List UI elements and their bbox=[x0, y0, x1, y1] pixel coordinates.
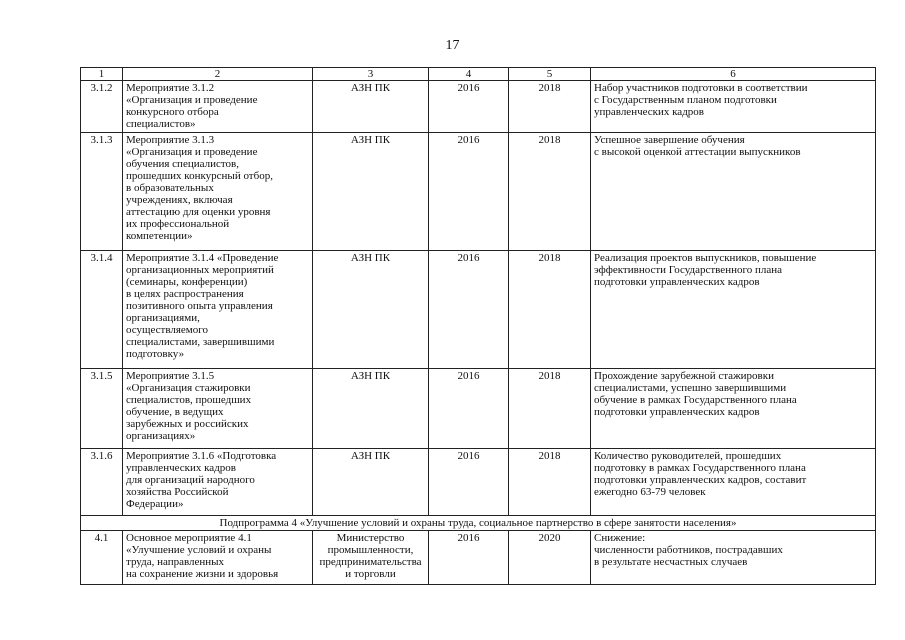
event-name: Мероприятие 3.1.3 «Организация и проведение обучения специалистов, прошедших конкурсный отбор, в образовательных учреждениях, включая аттестацию для оценки уровня их профессиональной компетенции» bbox=[123, 133, 313, 251]
row-number: 3.1.3 bbox=[81, 133, 123, 251]
start-year: 2016 bbox=[429, 531, 509, 585]
start-year: 2016 bbox=[429, 133, 509, 251]
event-name: Мероприятие 3.1.4 «Проведение организационных мероприятий (семинары, конференции) в целях распространения позитивного опыта управления организациями, осуществляемого специалистами, завершившими подготовку» bbox=[123, 251, 313, 369]
end-year: 2018 bbox=[509, 369, 591, 449]
event-name: Мероприятие 3.1.5 «Организация стажировки специалистов, прошедших обучение, в ведущих зарубежных и российских организациях» bbox=[123, 369, 313, 449]
header-row bbox=[81, 68, 876, 81]
column-header-6: 6 bbox=[591, 68, 876, 81]
event-name: Основное мероприятие 4.1 «Улучшение условий и охраны труда, направленных на сохранение жизни и здоровья bbox=[123, 531, 313, 585]
column-header-4: 4 bbox=[429, 68, 509, 81]
expected-result: Успешное завершение обучения с высокой оценкой аттестации выпускников bbox=[591, 133, 876, 251]
table-row bbox=[81, 369, 876, 449]
executor: АЗН ПК bbox=[313, 369, 429, 449]
table-row bbox=[81, 251, 876, 369]
row-number: 4.1 bbox=[81, 531, 123, 585]
executor: АЗН ПК bbox=[313, 251, 429, 369]
end-year: 2018 bbox=[509, 449, 591, 516]
executor: АЗН ПК bbox=[313, 133, 429, 251]
table-row bbox=[81, 449, 876, 516]
start-year: 2016 bbox=[429, 251, 509, 369]
subprogram-title: Подпрограмма 4 «Улучшение условий и охраны труда, социальное партнерство в сфере занятости населения» bbox=[81, 516, 876, 531]
event-name: Мероприятие 3.1.6 «Подготовка управленческих кадров для организаций народного хозяйства Российской Федерации» bbox=[123, 449, 313, 516]
row-number: 3.1.5 bbox=[81, 369, 123, 449]
page-number: 17 bbox=[445, 38, 460, 53]
expected-result: Количество руководителей, прошедших подготовку в рамках Государственного плана подготовки управленческих кадров, составит ежегодно 63-79 человек bbox=[591, 449, 876, 516]
table-row bbox=[81, 81, 876, 133]
start-year: 2016 bbox=[429, 449, 509, 516]
expected-result: Снижение: численности работников, пострадавших в результате несчастных случаев bbox=[591, 531, 876, 585]
column-header-1: 1 bbox=[81, 68, 123, 81]
table-row bbox=[81, 531, 876, 585]
program-table bbox=[80, 67, 876, 585]
executor: АЗН ПК bbox=[313, 449, 429, 516]
end-year: 2018 bbox=[509, 133, 591, 251]
expected-result: Набор участников подготовки в соответствии с Государственным планом подготовки управленческих кадров bbox=[591, 81, 876, 133]
column-header-5: 5 bbox=[509, 68, 591, 81]
end-year: 2018 bbox=[509, 251, 591, 369]
column-header-3: 3 bbox=[313, 68, 429, 81]
start-year: 2016 bbox=[429, 81, 509, 133]
row-number: 3.1.2 bbox=[81, 81, 123, 133]
column-header-2: 2 bbox=[123, 68, 313, 81]
table-row bbox=[81, 133, 876, 251]
end-year: 2020 bbox=[509, 531, 591, 585]
expected-result: Реализация проектов выпускников, повышение эффективности Государственного плана подготовки управленческих кадров bbox=[591, 251, 876, 369]
event-name: Мероприятие 3.1.2 «Организация и проведение конкурсного отбора специалистов» bbox=[123, 81, 313, 133]
subprogram-row bbox=[81, 516, 876, 531]
row-number: 3.1.6 bbox=[81, 449, 123, 516]
end-year: 2018 bbox=[509, 81, 591, 133]
row-number: 3.1.4 bbox=[81, 251, 123, 369]
start-year: 2016 bbox=[429, 369, 509, 449]
executor: АЗН ПК bbox=[313, 81, 429, 133]
expected-result: Прохождение зарубежной стажировки специалистами, успешно завершившими обучение в рамках Государственного плана подготовки управленческих кадров bbox=[591, 369, 876, 449]
executor: Министерство промышленности, предпринимательства и торговли bbox=[313, 531, 429, 585]
